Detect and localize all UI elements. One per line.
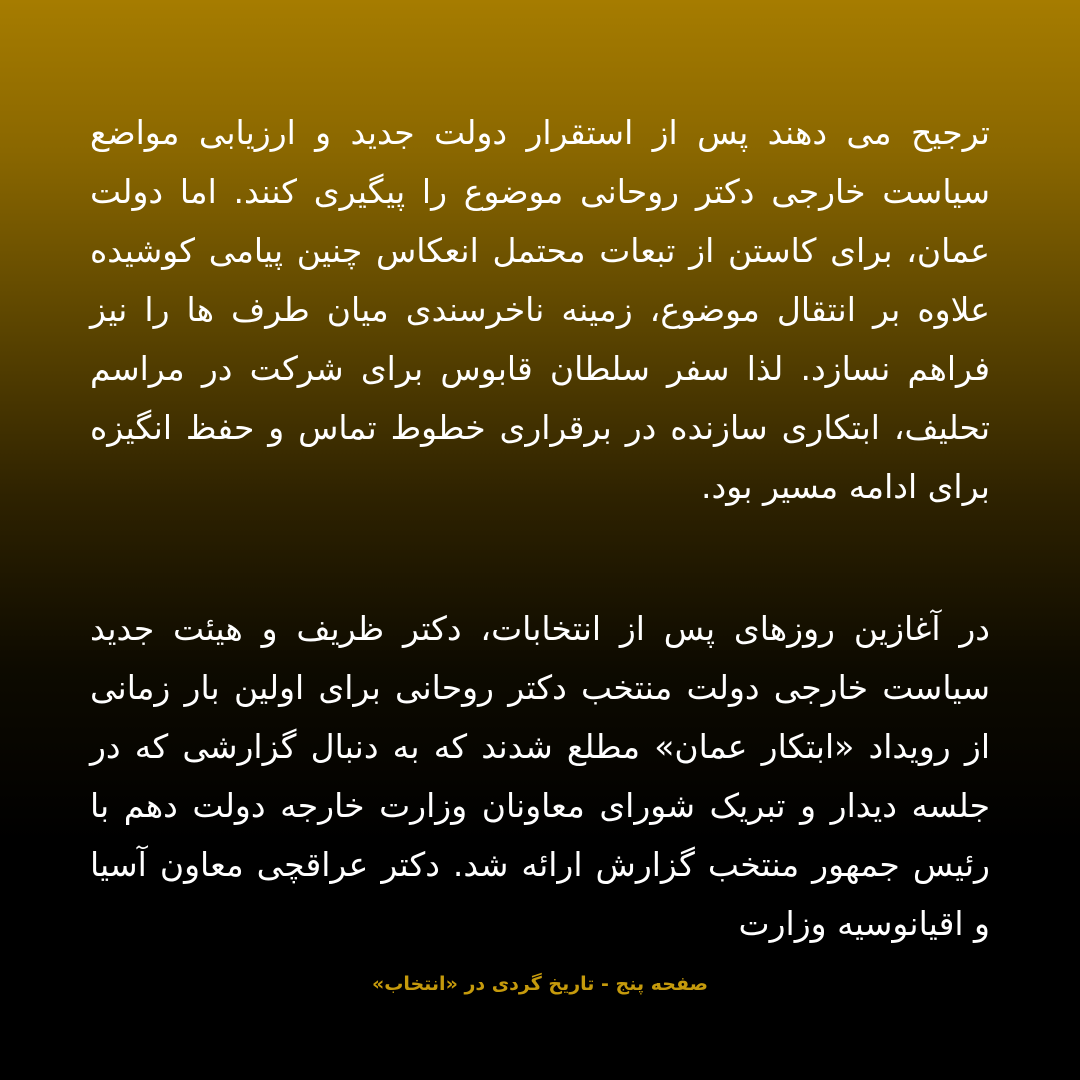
paragraph-2: در آغازین روزهای پس از انتخابات، دکتر ظریف و هیئت جدید سیاست خارجی دولت منتخب دکتر روحانی برای اولین بار زمانی از رویداد «ابتکار عمان» مطلع شدند که به دنبال گزارشی که در جلسه دیدار و تبریک شورای معاونان وزارت خارجه دولت دهم با رئیس جمهور منتخب گزارش ارائه شد. دکتر عراقچی معاون آسیا و اقیانوسیه وزارت xyxy=(90,609,990,943)
paragraph-1: ترجیح می دهند پس از استقرار دولت جدید و ارزیابی مواضع سیاست خارجی دکتر روحانی موضوع را پیگیری کنند. اما دولت عمان، برای کاستن از تبعات محتمل انعکاس چنین پیامی کوشیده علاوه بر انتقال موضوع، زمینه ناخرسندی میان طرف ها را نیز فراهم نسازد. لذا سفر سلطان قابوس برای شرکت در مراسم تحلیف، ابتکاری سازنده در برقراری خطوط تماس و حفظ انگیزه برای ادامه مسیر بود. xyxy=(90,113,990,506)
page-footer: صفحه پنج - تاریخ گردی در «انتخاب» xyxy=(371,973,709,995)
